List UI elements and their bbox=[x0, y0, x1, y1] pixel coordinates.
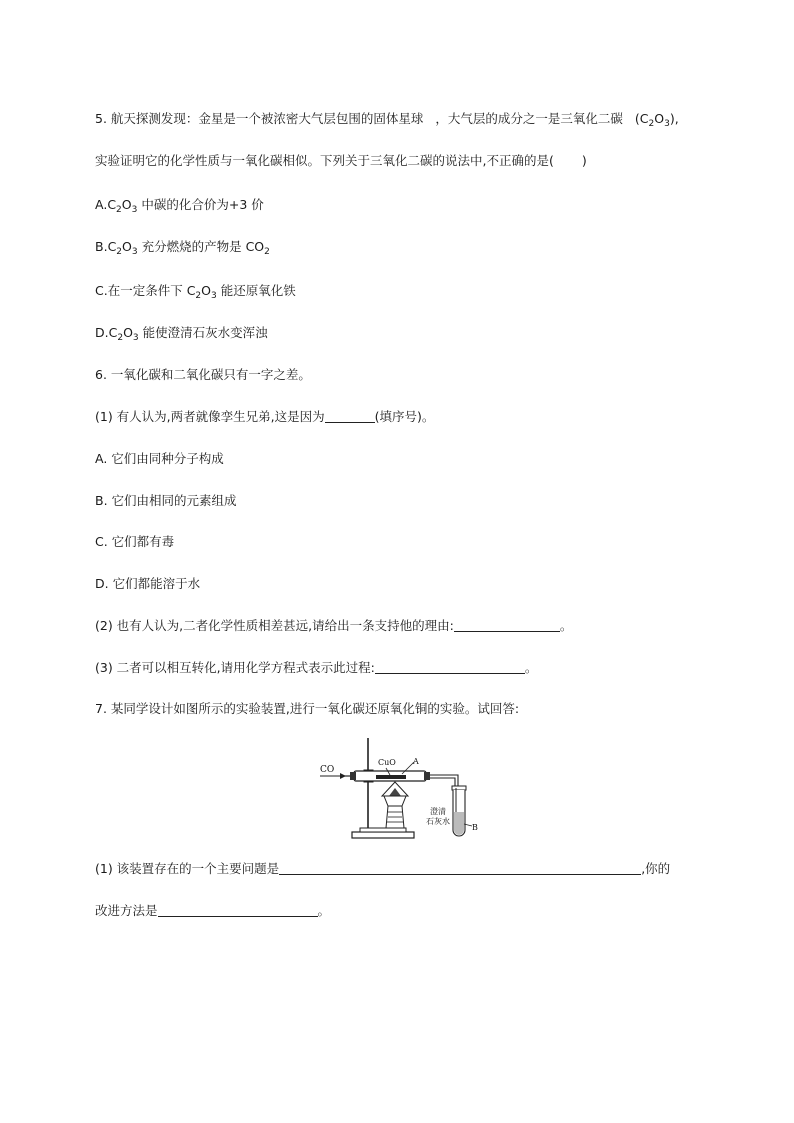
q5-option-b: $B.C_2O_3$ 充分燃烧的产物是 $CO_2$ bbox=[95, 239, 270, 257]
q6-option-c: C. 它们都有毒 bbox=[95, 534, 175, 549]
q6-title: 6. 一氧化碳和二氧化碳只有一字之差。 bbox=[95, 367, 311, 382]
q6-part-1: (1) 有人认为,两者就像孪生兄弟,这是因为 (填序号)。 bbox=[95, 409, 435, 424]
q5-formula: $(C_2O_3)$, bbox=[634, 111, 679, 129]
q6-part-3: (3) 二者可以相互转化,请用化学方程式表示此过程: 。 bbox=[95, 660, 538, 675]
q5-line-1 bbox=[95, 110, 679, 133]
cuo-powder bbox=[376, 775, 406, 779]
q6-answer-blank-1[interactable] bbox=[325, 409, 375, 423]
q6-answer-blank-2[interactable] bbox=[454, 618, 560, 632]
q5-text-b: ，大气层的成分之一是三氧化二碳 bbox=[435, 111, 623, 126]
q6-option-b: B. 它们由相同的元素组成 bbox=[95, 493, 237, 508]
q5-line-2 bbox=[95, 152, 587, 170]
q5-close-paren: ) bbox=[581, 153, 587, 168]
q6-answer-blank-3[interactable] bbox=[375, 660, 525, 674]
q7-title: 7. 某同学设计如图所示的实验装置,进行一氧化碳还原氧化铜的实验。试回答: bbox=[95, 701, 520, 716]
q5-stem: 实验证明它的化学性质与一氧化碳相似。下列关于三氧化二碳的说法中,不正确的是( bbox=[95, 153, 554, 168]
label-co: CO bbox=[320, 765, 335, 775]
stand-base-top bbox=[360, 828, 406, 832]
q7-part-1-line-2: 改进方法是 。 bbox=[95, 903, 331, 918]
q6-option-a: A. 它们由同种分子构成 bbox=[95, 451, 224, 466]
q5-option-a: $A.C_2O_3$ 中碳的化合价为+3 价 bbox=[95, 197, 264, 215]
label-b: B bbox=[472, 823, 478, 832]
label-limewater-2: 石灰水 bbox=[426, 817, 450, 826]
label-a: A bbox=[413, 757, 419, 766]
stand-base bbox=[352, 832, 414, 838]
label-cuo: CuO bbox=[378, 758, 396, 767]
apparatus-diagram bbox=[316, 734, 492, 842]
q6-part-2: (2) 也有人认为,二者化学性质相差甚远,请给出一条支持他的理由: 。 bbox=[95, 618, 573, 633]
limewater bbox=[454, 812, 464, 835]
q6-option-d: D. 它们都能溶于水 bbox=[95, 576, 201, 591]
co-arrow bbox=[340, 773, 346, 779]
outlet-tube-inner bbox=[430, 778, 455, 786]
left-stopper bbox=[350, 772, 356, 780]
q7-part-1: (1) 该装置存在的一个主要问题是 ,你的 bbox=[95, 861, 671, 876]
apparatus-svg bbox=[316, 734, 492, 842]
q5-option-d: $D.C_2O_3$ 能使澄清石灰水变浑浊 bbox=[95, 325, 268, 343]
q7-answer-blank-1[interactable] bbox=[279, 861, 641, 875]
label-limewater-1: 澄清 bbox=[430, 807, 446, 816]
outlet-tube-outer bbox=[430, 775, 458, 786]
q5-text-a: 5. 航天探测发现：金星是一个被浓密大气层包围的固体星球 bbox=[95, 111, 424, 126]
q5-option-c: C.在一定条件下 $C_2O_3$ 能还原氧化铁 bbox=[95, 283, 296, 301]
q7-answer-blank-2[interactable] bbox=[158, 903, 318, 917]
lamp-wick-cap bbox=[384, 796, 406, 806]
right-stopper bbox=[424, 772, 430, 780]
